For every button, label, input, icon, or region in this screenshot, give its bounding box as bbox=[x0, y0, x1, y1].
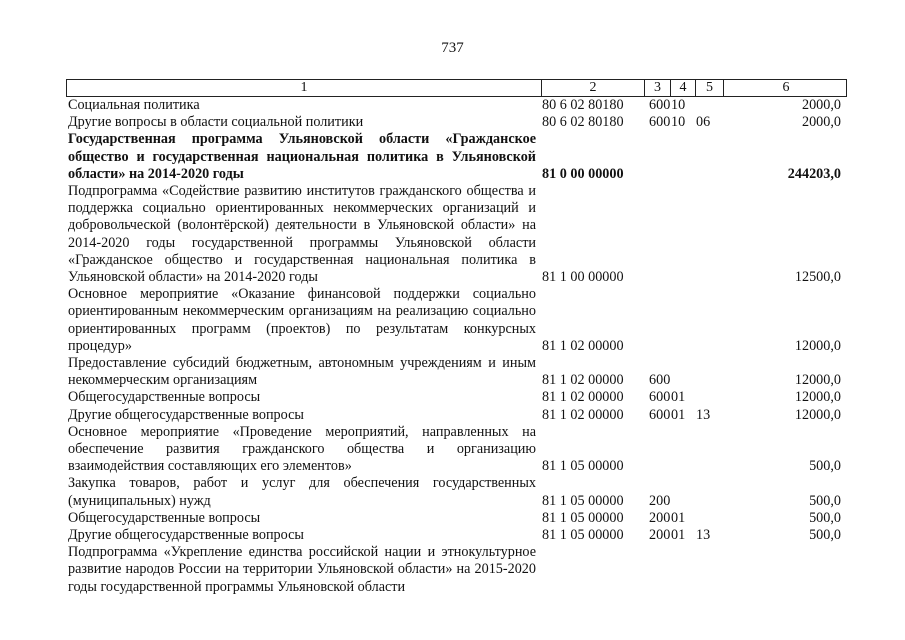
section-code: 01 bbox=[671, 509, 686, 526]
target-article-code: 81 1 02 00000 bbox=[542, 337, 624, 354]
table-row bbox=[66, 544, 847, 596]
table-header bbox=[66, 79, 847, 97]
amount: 500,0 bbox=[809, 527, 841, 544]
section-code: 01 bbox=[671, 527, 686, 544]
amount: 500,0 bbox=[809, 458, 841, 475]
page-number: 737 bbox=[441, 40, 464, 56]
section-code: 01 bbox=[671, 406, 686, 423]
column-header: 5 bbox=[695, 80, 723, 96]
section-code: 01 bbox=[671, 389, 686, 406]
column-header: 1 bbox=[300, 80, 308, 95]
column-header: 2 bbox=[541, 80, 644, 96]
section-code: 10 bbox=[671, 114, 686, 131]
target-article-code: 81 1 05 00000 bbox=[542, 458, 624, 475]
table-row bbox=[66, 183, 847, 286]
amount: 12000,0 bbox=[794, 389, 841, 406]
table-row bbox=[66, 97, 847, 114]
table-row bbox=[66, 286, 847, 355]
table-row bbox=[66, 114, 847, 131]
column-header: 4 bbox=[670, 80, 695, 96]
table-row bbox=[66, 407, 847, 424]
table-row bbox=[66, 355, 847, 389]
column-header: 6 bbox=[723, 80, 848, 96]
amount: 12500,0 bbox=[794, 269, 841, 286]
row-name: Подпрограмма «Укрепление единства российской нации и этнокультурное развитие народов России на территории Ульяновской области» на 2015-2020 годы государственной программы Ульяновской области bbox=[68, 544, 536, 595]
row-name: Государственная программа Ульяновской области «Гражданское общество и государственная национальная политика в Ульяновской области» на 2014-2020 годы bbox=[68, 131, 536, 182]
amount: 244203,0 bbox=[787, 165, 841, 182]
amount: 500,0 bbox=[809, 492, 841, 509]
amount: 500,0 bbox=[809, 509, 841, 526]
target-article-code: 81 1 02 00000 bbox=[542, 406, 624, 423]
row-name: Другие общегосударственные вопросы bbox=[68, 527, 304, 544]
row-name: Закупка товаров, работ и услуг для обеспечения государственных (муниципальных) нужд bbox=[68, 475, 536, 509]
row-name: Основное мероприятие «Проведение мероприятий, направленных на обеспечение развития гражданского общества и организацию взаимодействия составляющих его элементов» bbox=[68, 423, 536, 475]
section-code: 10 bbox=[671, 97, 686, 113]
subsection-code: 13 bbox=[696, 527, 711, 544]
target-article-code: 81 1 02 00000 bbox=[542, 372, 624, 389]
expense-type-code: 600 bbox=[649, 389, 671, 406]
expense-type-code: 600 bbox=[649, 114, 671, 131]
amount: 2000,0 bbox=[801, 97, 841, 113]
row-name: Социальная политика bbox=[68, 97, 200, 113]
amount: 2000,0 bbox=[801, 114, 841, 131]
target-article-code: 81 1 00 00000 bbox=[542, 269, 624, 286]
table-row bbox=[66, 389, 847, 406]
table-body bbox=[66, 97, 847, 596]
row-name: Другие общегосударственные вопросы bbox=[68, 406, 304, 423]
subsection-code: 13 bbox=[696, 406, 711, 423]
expense-type-code: 600 bbox=[649, 97, 671, 113]
row-name: Подпрограмма «Содействие развитию институтов гражданского общества и поддержка социально ориентированных некоммерческих организаций и добровольческой (волонтёрской) деятельности в Ульяновской области» на 2014-2020 годы государственной программы Ульяновской области «Гражданское общество и государственная национальная политика в Ульяновской области» на 2014-2020 годы bbox=[68, 183, 536, 286]
subsection-code: 06 bbox=[696, 114, 711, 131]
column-header: 3 bbox=[644, 80, 670, 96]
target-article-code: 81 0 00 00000 bbox=[542, 165, 624, 182]
table-row bbox=[66, 527, 847, 544]
target-article-code: 81 1 05 00000 bbox=[542, 492, 624, 509]
table-row bbox=[66, 475, 847, 509]
target-article-code: 81 1 02 00000 bbox=[542, 389, 624, 406]
amount: 12000,0 bbox=[794, 372, 841, 389]
row-name: Основное мероприятие «Оказание финансовой поддержки социально ориентированным некоммерческим организациям на реализацию социально ориентированных программ (проектов) по результатам конкурсных процедур» bbox=[68, 286, 536, 354]
expense-type-code: 200 bbox=[649, 492, 671, 509]
amount: 12000,0 bbox=[794, 337, 841, 354]
table-row bbox=[66, 131, 847, 183]
target-article-code: 80 6 02 80180 bbox=[542, 114, 624, 131]
row-name: Предоставление субсидий бюджетным, автономным учреждениям и иным некоммерческим организациям bbox=[68, 355, 536, 389]
expense-type-code: 600 bbox=[649, 406, 671, 423]
table-row bbox=[66, 424, 847, 476]
expense-type-code: 200 bbox=[649, 509, 671, 526]
budget-table bbox=[66, 79, 847, 596]
target-article-code: 81 1 05 00000 bbox=[542, 527, 624, 544]
expense-type-code: 600 bbox=[649, 372, 671, 389]
row-name: Общегосударственные вопросы bbox=[68, 389, 261, 406]
expense-type-code: 200 bbox=[649, 527, 671, 544]
amount: 12000,0 bbox=[794, 406, 841, 423]
target-article-code: 81 1 05 00000 bbox=[542, 509, 624, 526]
table-row bbox=[66, 510, 847, 527]
target-article-code: 80 6 02 80180 bbox=[542, 97, 624, 113]
row-name: Другие вопросы в области социальной политики bbox=[68, 114, 364, 131]
row-name: Общегосударственные вопросы bbox=[68, 509, 261, 526]
